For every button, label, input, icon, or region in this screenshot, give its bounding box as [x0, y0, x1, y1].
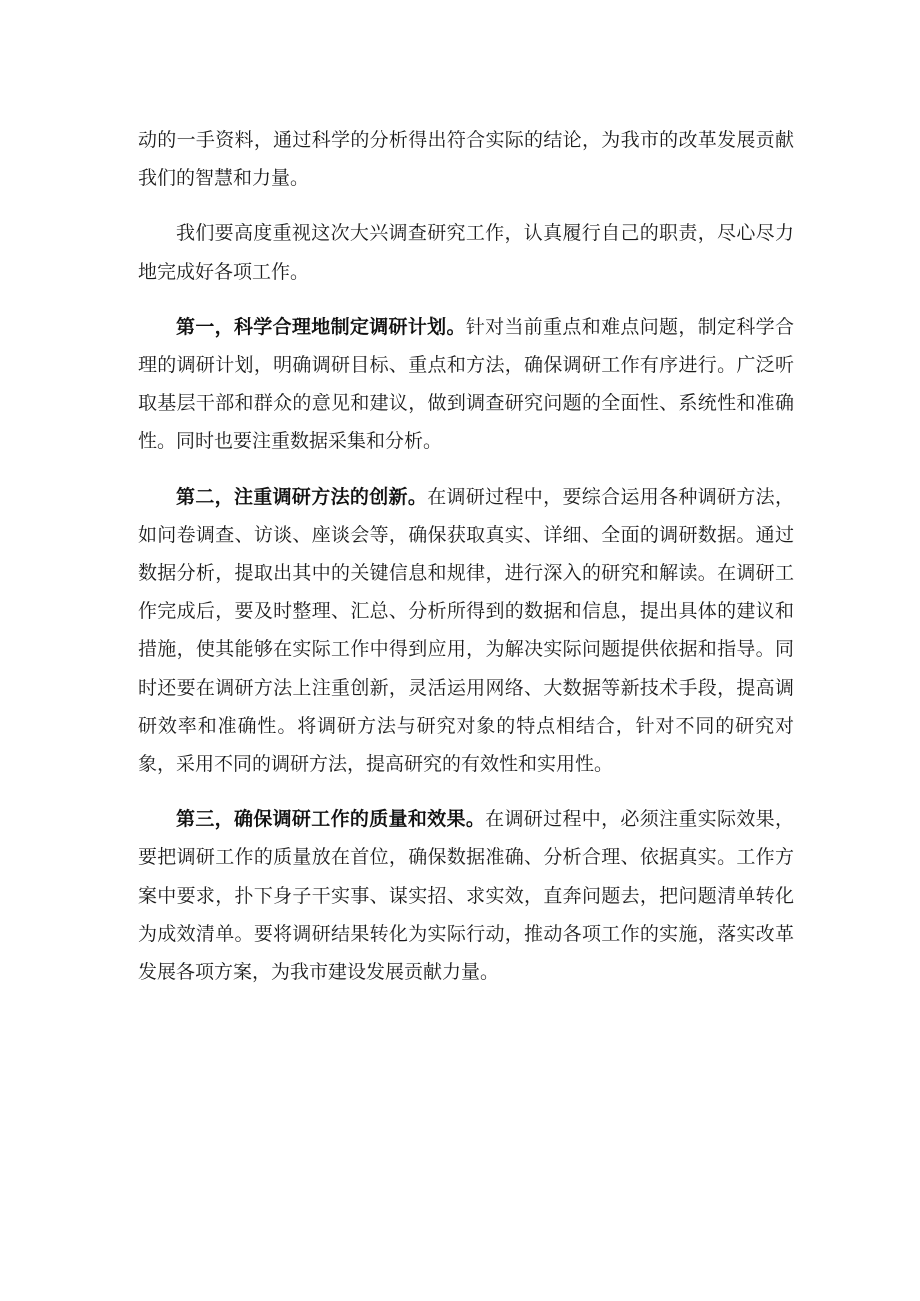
paragraph-intro [138, 214, 794, 290]
paragraph-point-3 [138, 800, 794, 991]
paragraph-text: 针对当前重点和难点问题，制定科学合理的调研计划，明确调研目标、重点和方法，确保调研工作有序进行。广泛听取基层干部和群众的意见和建议，做到调查研究问题的全面性、系统性和准确性。同时也要注重数据采集和分析。 [138, 315, 794, 453]
document-body [138, 121, 794, 1008]
paragraph-text: 在调研过程中，必须注重实际效果，要把调研工作的质量放在首位，确保数据准确、分析合理、依据真实。工作方案中要求，扑下身子干实事、谋实招、求实效，直奔问题去，把问题清单转化为成效清单。要将调研结果转化为实际行动，推动各项工作的实施，落实改革发展各项方案，为我市建设发展贡献力量。 [138, 808, 794, 984]
paragraph-text: 在调研过程中，要综合运用各种调研方法，如问卷调查、访谈、座谈会等，确保获取真实、详细、全面的调研数据。通过数据分析，提取出其中的关键信息和规律，进行深入的研究和解读。在调研工作完成后，要及时整理、汇总、分析所得到的数据和信息，提出具体的建议和措施，使其能够在实际工作中得到应用，为解决实际问题提供依据和指导。同时还要在调研方法上注重创新，灵活运用网络、大数据等新技术手段，提高调研效率和准确性。将调研方法与研究对象的特点相结合，针对不同的研究对象，采用不同的调研方法，提高研究的有效性和实用性。 [138, 485, 794, 776]
paragraph-lead-heading: 第三，确保调研工作的质量和效果。 [176, 808, 486, 831]
paragraph-text: 动的一手资料，通过科学的分析得出符合实际的结论，为我市的改革发展贡献我们的智慧和力量。 [138, 129, 794, 190]
paragraph-point-2 [138, 478, 794, 784]
paragraph-continuation [138, 121, 794, 197]
paragraph-point-1 [138, 308, 794, 461]
paragraph-text: 我们要高度重视这次大兴调查研究工作，认真履行自己的职责，尽心尽力地完成好各项工作。 [138, 222, 794, 283]
paragraph-lead-heading: 第一，科学合理地制定调研计划。 [176, 315, 466, 338]
paragraph-lead-heading: 第二，注重调研方法的创新。 [176, 485, 428, 508]
